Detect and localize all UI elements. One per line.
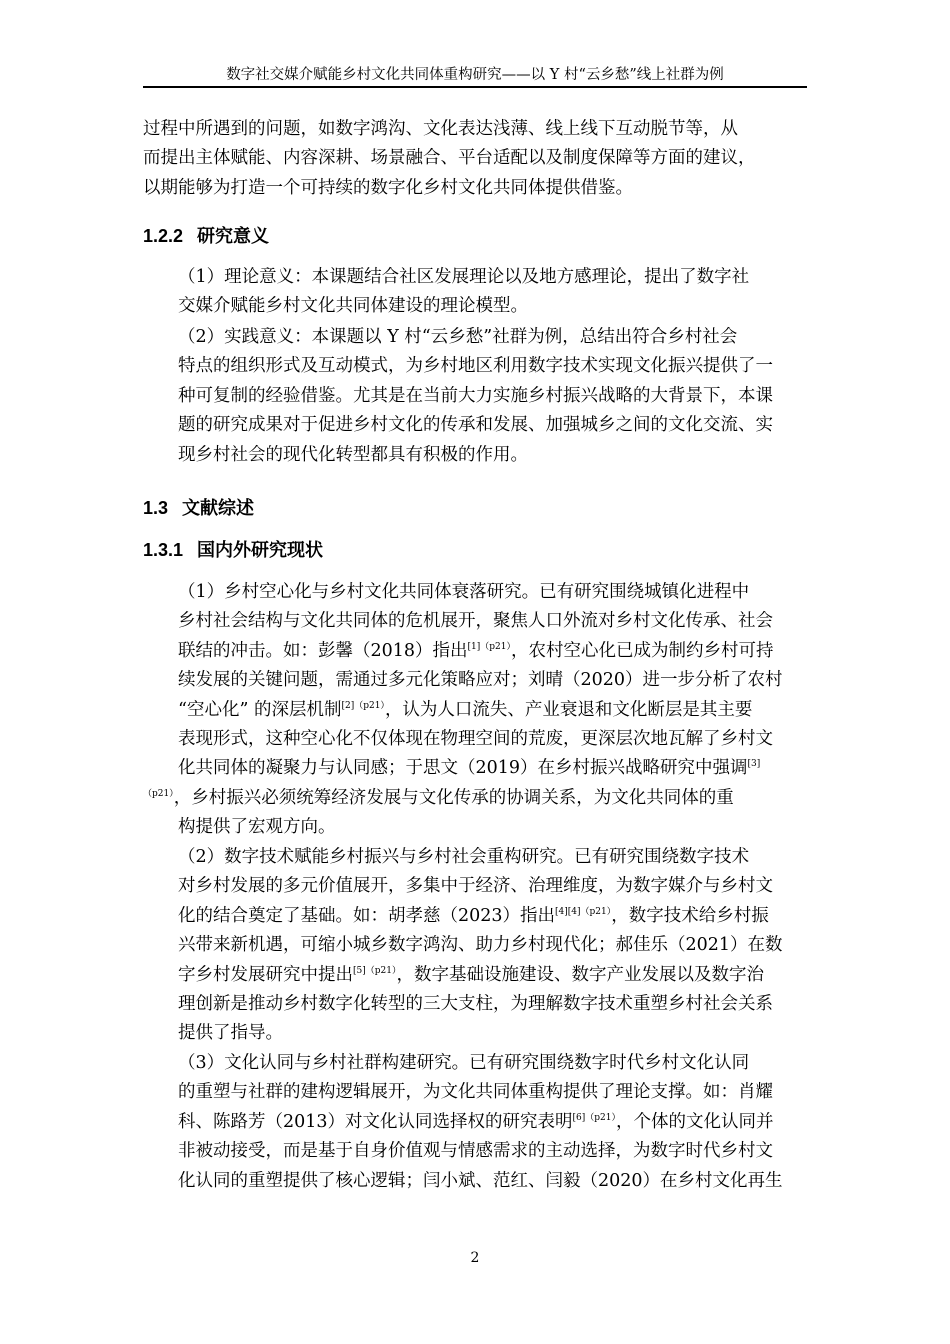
section-heading-1-2-2: [143, 225, 269, 247]
review-paragraph-1: [143, 578, 807, 843]
text-run: ，数字基础设施建设、数字产业发展以及数字治: [396, 964, 764, 985]
review-paragraph-3: [143, 1049, 807, 1196]
page-number: 2: [470, 1250, 480, 1266]
citation-marker: [4][4]（p21）: [555, 906, 612, 917]
text-run: ，农村空心化已成为制约乡村可持: [511, 640, 774, 661]
text-line: 的重塑与社群的建构逻辑展开，为文化共同体重构提供了理论支撑。如：肖耀: [178, 1082, 773, 1103]
text-line: 非被动接受，而是基于自身价值观与情感需求的主动选择，为数字时代乡村文: [178, 1141, 773, 1162]
text-line: （1）理论意义：本课题结合社区发展理论以及地方感理论，提出了数字社: [178, 267, 750, 287]
text-line: 构提供了宏观方向。: [178, 817, 336, 838]
text-line: [143, 961, 807, 990]
text-line: （1）乡村空心化与乡村文化共同体衰落研究。已有研究围绕城镇化进程中: [178, 582, 750, 602]
text-line: [143, 784, 807, 813]
running-header: 数字社交媒介赋能乡村文化共同体重构研究——以 Y 村“云乡愁”线上社群为例: [226, 67, 724, 83]
significance-practice-paragraph: [143, 323, 807, 470]
text-line: 而提出主体赋能、内容深耕、场景融合、平台适配以及制度保障等方面的建议，: [143, 148, 756, 169]
text-line: 理创新是推动乡村数字化转型的三大支柱，为理解数字技术重塑乡村社会关系: [178, 994, 773, 1015]
header-rule: [143, 86, 807, 88]
section-number: 1.2.2: [143, 226, 184, 246]
text-run: 联结的冲击。如：彭馨（2018）指出: [178, 640, 468, 661]
citation-marker: [2]（p21）: [341, 700, 385, 711]
significance-theory-paragraph: [143, 263, 807, 322]
text-run: ，认为人口流失、产业衰退和文化断层是其主要: [384, 699, 753, 720]
review-paragraph-2: [143, 843, 807, 1049]
text-run: ，数字技术给乡村振: [611, 905, 769, 926]
text-line: 种可复制的经验借鉴。尤其是在当前大力实施乡村振兴战略的大背景下，本课: [178, 385, 773, 406]
citation-marker: （p21）: [143, 788, 174, 799]
text-run: ，个体的文化认同并: [616, 1111, 774, 1132]
text-line: [143, 696, 807, 725]
text-line: 对乡村发展的多元价值展开，多集中于经济、治理维度，为数字媒介与乡村文: [178, 876, 773, 897]
text-line: 特点的组织形式及互动模式，为乡村地区利用数字技术实现文化振兴提供了一: [178, 356, 773, 377]
text-line: 化认同的重塑提供了核心逻辑；闫小斌、范红、闫毅（2020）在乡村文化再生: [178, 1170, 783, 1191]
text-line: （3）文化认同与乡村社群构建研究。已有研究围绕数字时代乡村文化认同: [178, 1053, 750, 1073]
text-line: （2）实践意义：本课题以 Y 村“云乡愁”社群为例，总结出符合乡村社会: [178, 327, 738, 347]
text-line: 兴带来新机遇，可缩小城乡数字鸿沟、助力乡村现代化；郝佳乐（2021）在数: [178, 935, 783, 956]
text-line: [143, 637, 807, 666]
section-heading-1-3-1: [143, 539, 323, 561]
section-title: 国内外研究现状: [197, 540, 324, 560]
text-line: [143, 902, 807, 931]
text-line: [143, 754, 807, 783]
text-line: （2）数字技术赋能乡村振兴与乡村社会重构研究。已有研究围绕数字技术: [178, 847, 750, 867]
text-line: 以期能够为打造一个可持续的数字化乡村文化共同体提供借鉴。: [143, 177, 633, 198]
text-run: 字乡村发展研究中提出: [178, 964, 353, 985]
citation-marker: [3]: [747, 759, 761, 770]
section-number: 1.3.1: [143, 540, 184, 560]
text-run: “空心化” 的深层机制: [178, 699, 342, 720]
citation-marker: [6]（p21）: [572, 1112, 617, 1123]
intro-paragraph: [143, 115, 807, 203]
text-run: ，乡村振兴必须统筹经济发展与文化传承的协调关系，为文化共同体的重: [173, 787, 734, 808]
text-run: 化共同体的凝聚力与认同感；于思文（2019）在乡村振兴战略研究中强调: [178, 758, 748, 779]
section-title: 研究意义: [197, 226, 270, 246]
text-run: 科、陈路芳（2013）对文化认同选择权的研究表明: [178, 1111, 573, 1132]
text-line: 过程中所遇到的问题，如数字鸿沟、文化表达浅薄、线上线下互动脱节等，从: [143, 119, 738, 139]
text-line: 现乡村社会的现代化转型都具有积极的作用。: [178, 444, 528, 465]
text-line: 交媒介赋能乡村文化共同体建设的理论模型。: [178, 296, 528, 317]
section-heading-1-3: [143, 497, 254, 519]
text-line: 提供了指导。: [178, 1023, 283, 1044]
text-line: 表现形式，这种空心化不仅体现在物理空间的荒废，更深层次地瓦解了乡村文: [178, 729, 773, 750]
text-line: [143, 1108, 807, 1137]
text-line: 续发展的关键问题，需通过多元化策略应对；刘晴（2020）进一步分析了农村: [178, 670, 783, 691]
text-run: 化的结合奠定了基础。如：胡孝慈（2023）指出: [178, 905, 556, 926]
section-number: 1.3: [143, 498, 169, 518]
text-line: 题的研究成果对于促进乡村文化的传承和发展、加强城乡之间的文化交流、实: [178, 415, 773, 436]
citation-marker: [5]（p21）: [353, 965, 397, 976]
section-title: 文献综述: [182, 498, 255, 518]
citation-marker: [1]（p21）: [467, 641, 512, 652]
text-line: 乡村社会结构与文化共同体的危机展开，聚焦人口外流对乡村文化传承、社会: [178, 611, 773, 632]
